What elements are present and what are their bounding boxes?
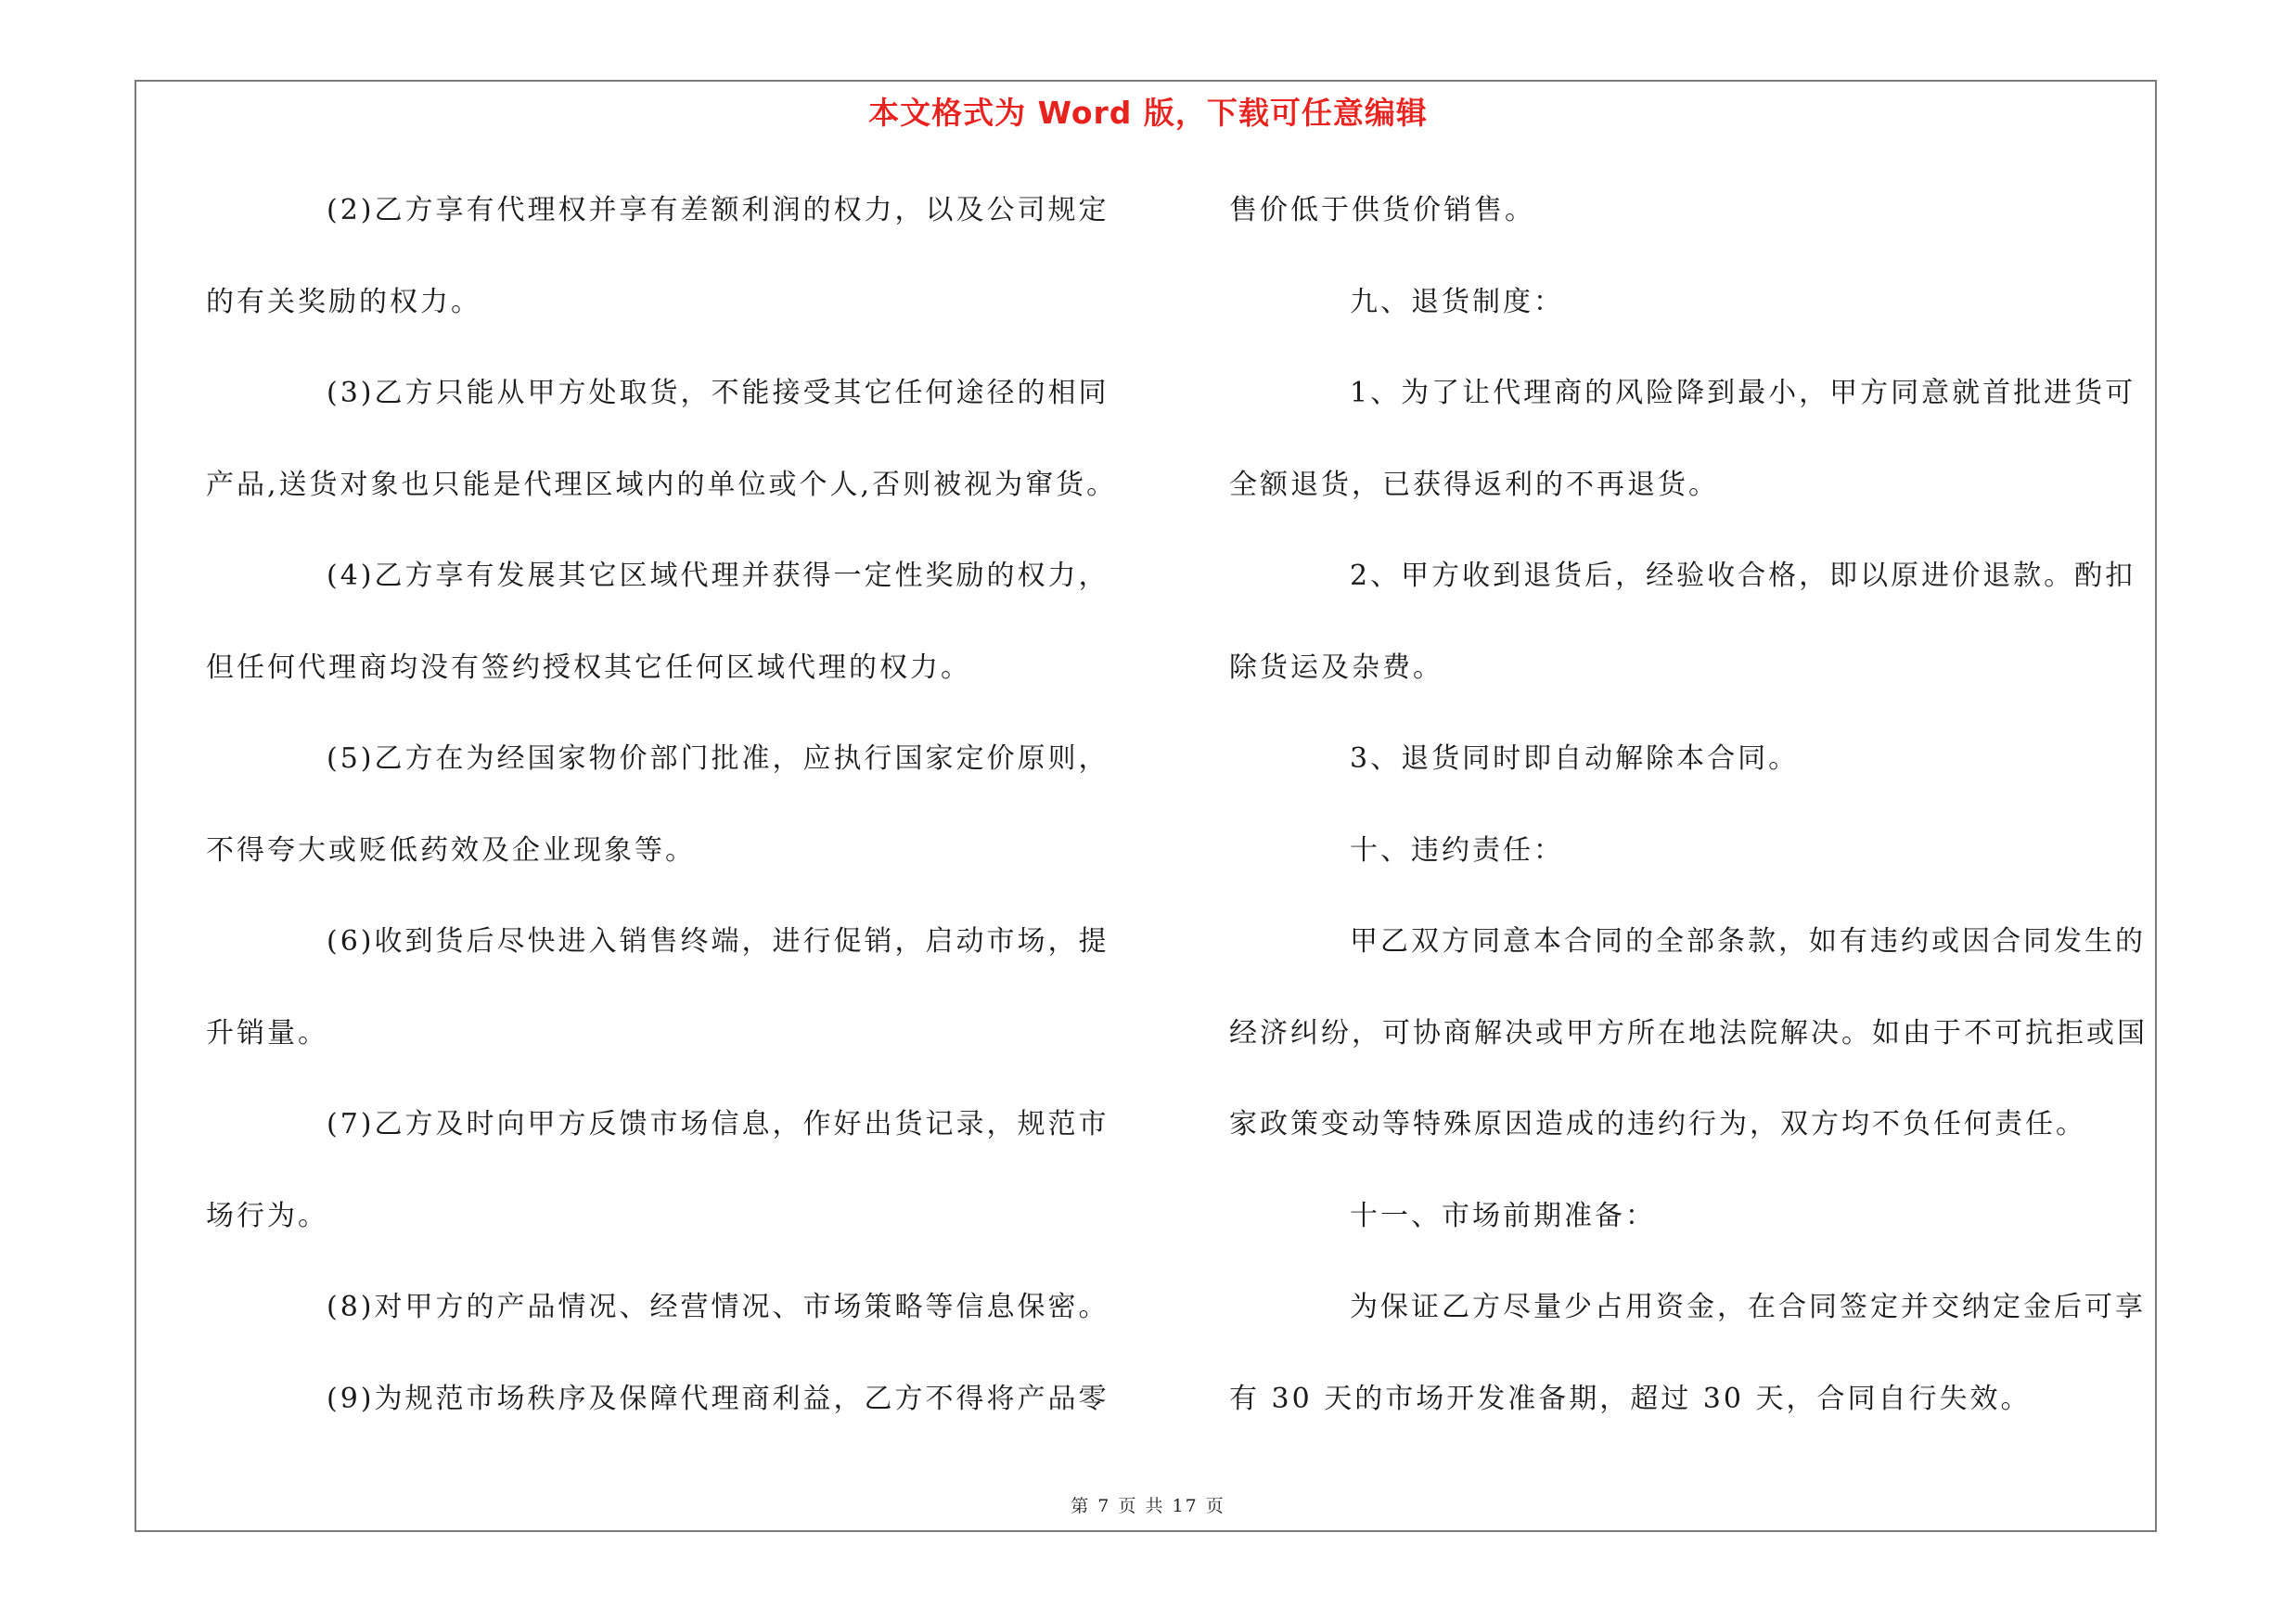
text-line: (8)对甲方的产品情况、经营情况、市场策略等信息保密。 [327, 1291, 1110, 1323]
text-line: (3)乙方只能从甲方处取货，不能接受其它任何途径的相同 [327, 377, 1110, 409]
text-line: (6)收到货后尽快进入销售终端，进行促销，启动市场，提 [327, 925, 1110, 958]
text-line: 经济纠纷，可协商解决或甲方所在地法院解决。如由于不可抗拒或国 [1229, 1017, 2148, 1050]
text-line: 2、甲方收到退货后，经验收合格，即以原进价退款。酌扣 [1350, 560, 2136, 592]
section-heading-liability: 十、违约责任： [1350, 834, 1564, 867]
text-line: 售价低于供货价销售。 [1229, 194, 1535, 226]
text-line: (9)为规范市场秩序及保障代理商利益，乙方不得将产品零 [327, 1383, 1110, 1415]
text-line: 但任何代理商均没有签约授权其它任何区域代理的权力。 [206, 651, 971, 684]
text-line: (7)乙方及时向甲方反馈市场信息，作好出货记录，规范市 [327, 1108, 1110, 1140]
text-line: 3、退货同时即自动解除本合同。 [1350, 742, 1800, 775]
section-heading-market-prep: 十一、市场前期准备： [1350, 1200, 1656, 1232]
section-heading-returns: 九、退货制度： [1350, 286, 1564, 318]
text-line: 甲乙双方同意本合同的全部条款，如有违约或因合同发生的 [1350, 925, 2146, 958]
text-line: 除货运及杂费。 [1229, 651, 1443, 684]
text-line: 家政策变动等特殊原因造成的违约行为，双方均不负任何责任。 [1229, 1108, 2086, 1140]
text-line: 产品,送货对象也只能是代理区域内的单位或个人,否则被视为窜货。 [206, 469, 1118, 501]
text-line: 场行为。 [206, 1200, 328, 1232]
text-line: 升销量。 [206, 1017, 328, 1050]
text-line: 1、为了让代理商的风险降到最小，甲方同意就首批进货可 [1350, 377, 2136, 409]
text-line: 不得夸大或贬低药效及企业现象等。 [206, 834, 696, 867]
text-line: (5)乙方在为经国家物价部门批准，应执行国家定价原则， [327, 742, 1110, 775]
text-line: 全额退货，已获得返利的不再退货。 [1229, 469, 1719, 501]
text-line: (4)乙方享有发展其它区域代理并获得一定性奖励的权力， [327, 560, 1110, 592]
text-line: 有 30 天的市场开发准备期，超过 30 天，合同自行失效。 [1229, 1383, 2032, 1415]
page-number-footer: 第 7 页 共 17 页 [1071, 1496, 1225, 1516]
text-line: 的有关奖励的权力。 [206, 286, 481, 318]
word-format-banner: 本文格式为 Word 版，下载可任意编辑 [868, 95, 1428, 131]
text-line: (2)乙方享有代理权并享有差额利润的权力，以及公司规定 [327, 194, 1110, 226]
text-line: 为保证乙方尽量少占用资金，在合同签定并交纳定金后可享 [1350, 1291, 2146, 1323]
